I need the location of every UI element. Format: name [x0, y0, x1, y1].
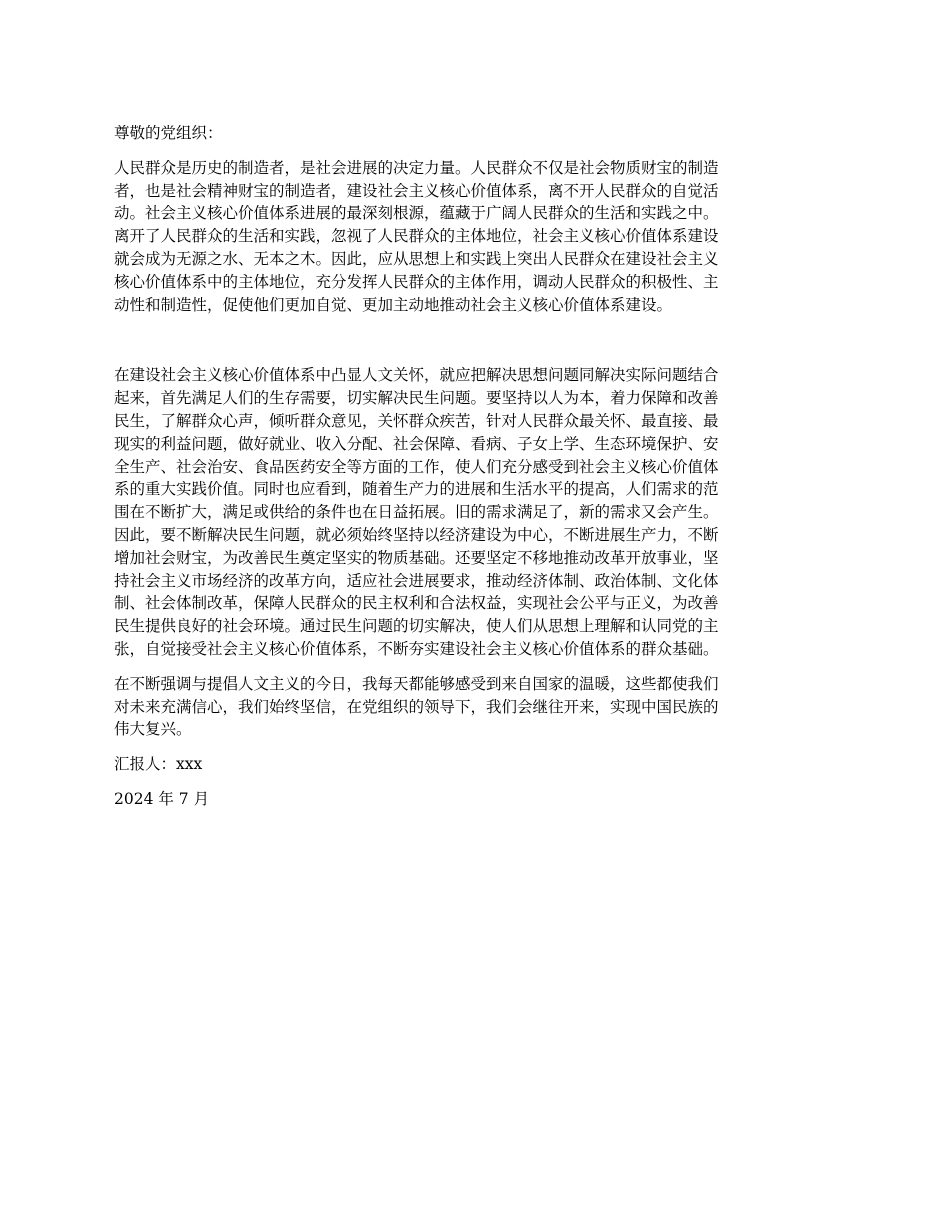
date: [114, 788, 842, 811]
paragraph-line: 在不断强调与提倡人文主义的今日，我每天都能够感受到来自国家的温暖，这些都使我们: [114, 674, 719, 693]
paragraph-line: 张，自觉接受社会主义核心价值体系，不断夯实建设社会主义核心价值体系的群众基础。: [114, 639, 719, 658]
paragraph-line: 制、社会体制改革，保障人民群众的民主权利和合法权益，实现社会公平与正义，为改善: [114, 594, 719, 613]
paragraph-line: 就会成为无源之水、无本之木。因此，应从思想上和实践上突出人民群众在建设社会主义: [114, 249, 719, 268]
paragraph-line: 民生，了解群众心声，倾听群众意见，关怀群众疾苦，针对人民群众最关怀、最直接、最: [114, 411, 719, 430]
signer: [114, 753, 842, 776]
paragraph-line: 围在不断扩大，满足或供给的条件也在日益拓展。旧的需求满足了，新的需求又会产生。: [114, 503, 719, 522]
paragraph-line: 民生提供良好的社会环境。通过民生问题的切实解决，使人们从思想上理解和认同党的主: [114, 617, 719, 636]
paragraph-line: 增加社会财宝，为改善民生奠定坚实的物质基础。还要坚定不移地推动改革开放事业，坚: [114, 548, 719, 567]
paragraph-line: 离开了人民群众的生活和实践，忽视了人民群众的主体地位，社会主义核心价值体系建设: [114, 227, 719, 246]
paragraph-1: [114, 157, 842, 317]
paragraph-line: 对未来充满信心，我们始终坚信，在党组织的领导下，我们会继往开来，实现中国民族的: [114, 697, 719, 716]
paragraph-line: 在建设社会主义核心价值体系中凸显人文关怀，就应把解决思想问题同解决实际问题结合: [114, 366, 719, 385]
paragraph-line: 起来，首先满足人们的生存需要，切实解决民生问题。要坚持以人为本，着力保障和改善: [114, 389, 719, 408]
paragraph-line: 系的重大实践价值。同时也应看到，随着生产力的进展和生活水平的提高，人们需求的范: [114, 480, 719, 499]
paragraph-line: 核心价值体系中的主体地位，充分发挥人民群众的主体作用，调动人民群众的积极性、主: [114, 272, 719, 291]
salutation-text: 尊敬的党组织：: [114, 124, 223, 142]
paragraph-line: 持社会主义市场经济的改革方向，适应社会进展要求，推动经济体制、政治体制、文化体: [114, 571, 719, 590]
paragraph-line: 伟大复兴。: [114, 720, 192, 739]
salutation: [114, 122, 842, 145]
paragraph-line: 动性和制造性，促使他们更加自觉、更加主动地推动社会主义核心价值体系建设。: [114, 295, 673, 314]
date-text: 2024 年 7 月: [114, 789, 210, 808]
paragraph-3: [114, 673, 842, 741]
paragraph-line: 全生产、社会治安、食品医药安全等方面的工作，使人们充分感受到社会主义核心价值体: [114, 457, 719, 476]
paragraph-line: 动。社会主义核心价值体系进展的最深刻根源，蕴藏于广阔人民群众的生活和实践之中。: [114, 204, 719, 223]
paragraph-line: 因此，要不断解决民生问题，就必须始终坚持以经济建设为中心，不断进展生产力，不断: [114, 525, 719, 544]
paragraph-line: 现实的利益问题，做好就业、收入分配、社会保障、看病、子女上学、生态环境保护、安: [114, 434, 719, 453]
paragraph-line: 者，也是社会精神财宝的制造者，建设社会主义核心价值体系，离不开人民群众的自觉活: [114, 181, 719, 200]
paragraph-line: 人民群众是历史的制造者，是社会进展的决定力量。人民群众不仅是社会物质财宝的制造: [114, 158, 719, 177]
letter-page: [114, 122, 842, 811]
paragraph-2: [114, 364, 842, 660]
signer-text: 汇报人：xxx: [114, 755, 203, 774]
